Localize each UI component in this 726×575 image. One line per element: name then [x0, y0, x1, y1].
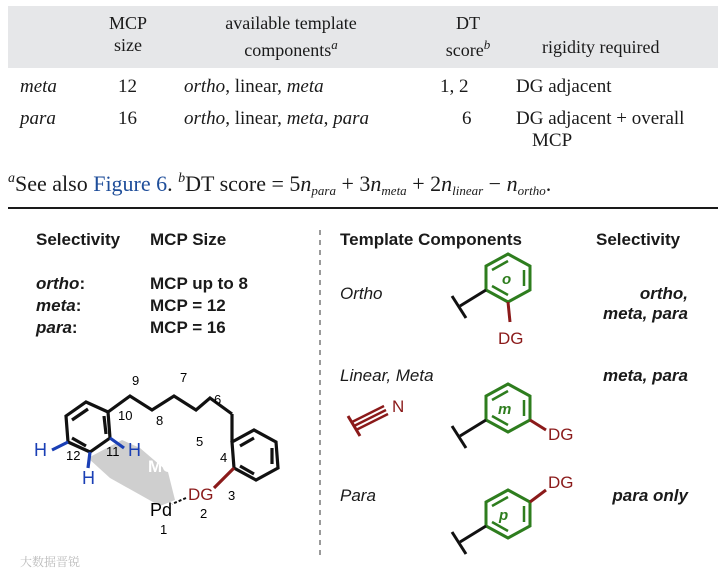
left-mcp-size-header: MCP Size: [150, 230, 227, 249]
left-selectivity-header: Selectivity: [36, 230, 121, 249]
component-name: Ortho: [340, 284, 383, 303]
mcp-size-value: MCP = 16: [150, 318, 226, 337]
figure-link[interactable]: Figure 6: [93, 171, 168, 196]
ring-letter: p: [499, 507, 509, 524]
right-components-header: Template Components: [340, 230, 522, 249]
left-benzene-ring: [66, 402, 110, 452]
hydrogen-label: H: [34, 440, 47, 460]
atom-number: 5: [196, 434, 204, 449]
atom-number: 3: [228, 488, 236, 503]
scheme-figure: [0, 210, 726, 575]
row-dt-score: 1, 2: [440, 76, 469, 97]
row-components: ortho, linear, meta: [184, 76, 324, 97]
selectivity-label: meta:: [36, 296, 82, 315]
component-name: Linear, Meta: [340, 366, 434, 385]
component-selectivity: para only: [612, 486, 688, 505]
dg-bond: [214, 468, 234, 488]
mcp-label: MCP: [148, 457, 186, 476]
row-size: 12: [118, 76, 137, 97]
row-components: ortho, linear, meta, para: [184, 108, 370, 129]
atom-number: 6: [214, 392, 222, 407]
row-dt-score: 6: [462, 108, 472, 129]
hydrogen-label: H: [82, 468, 95, 488]
pd-label: Pd: [150, 500, 173, 520]
header-mcp-size: MCP size: [108, 13, 148, 55]
atom-number: 7: [180, 370, 188, 385]
selectivity-label: para:: [36, 318, 78, 337]
atom-number: 12: [66, 448, 81, 463]
watermark: 大数据晋锐: [20, 555, 81, 569]
header-rigidity: rigidity required: [542, 37, 660, 57]
component-selectivity: ortho, meta, para: [602, 284, 688, 323]
component-name: Para: [340, 486, 376, 505]
component-selectivity: meta, para: [602, 366, 688, 385]
atom-number: 10: [118, 408, 133, 423]
dg-label: DG: [188, 485, 214, 504]
table-footnote: $^a$See also Figure 6. $^b$DT score = $5n_{para} + 3n_{meta} + 2n_{linear} - n_{ortho}$.: [8, 171, 552, 198]
mcp-size-value: MCP up to 8: [150, 274, 248, 293]
ring-letter: o: [502, 271, 512, 288]
hydrogen-label: H: [128, 440, 141, 460]
para-template: [452, 473, 574, 554]
atom-number: 8: [156, 413, 164, 428]
dg-label: DG: [548, 473, 574, 492]
dg-label: DG: [548, 425, 574, 444]
right-selectivity-header: Selectivity: [596, 230, 681, 249]
atom-number: 2: [200, 506, 208, 521]
row-size: 16: [118, 108, 137, 129]
row-selectivity: meta: [20, 76, 57, 97]
nitrile-atom: N: [392, 397, 405, 416]
header-components: available template components$^a$: [225, 13, 357, 60]
atom-number: 4: [220, 450, 228, 465]
mcp-size-value: MCP = 12: [150, 296, 226, 315]
section-divider: [8, 207, 718, 209]
row-rigidity: DG adjacent: [516, 76, 612, 97]
selectivity-label: ortho:: [36, 274, 86, 293]
header-dt-score: DT score$^b$: [445, 13, 491, 60]
ortho-template: [452, 254, 530, 348]
atom-number: 9: [132, 373, 140, 388]
dg-label: DG: [498, 329, 524, 348]
meta-template: [452, 384, 574, 448]
atom-number: 1: [160, 522, 168, 537]
chemical-structures: [0, 210, 726, 575]
ring-letter: m: [498, 401, 512, 418]
row-rigidity: DG adjacent + overall MCP: [516, 108, 685, 151]
row-selectivity: para: [20, 108, 56, 129]
linear-nitrile-template: [348, 397, 404, 436]
right-benzene-ring: [232, 430, 278, 480]
atom-number: 11: [106, 444, 120, 459]
